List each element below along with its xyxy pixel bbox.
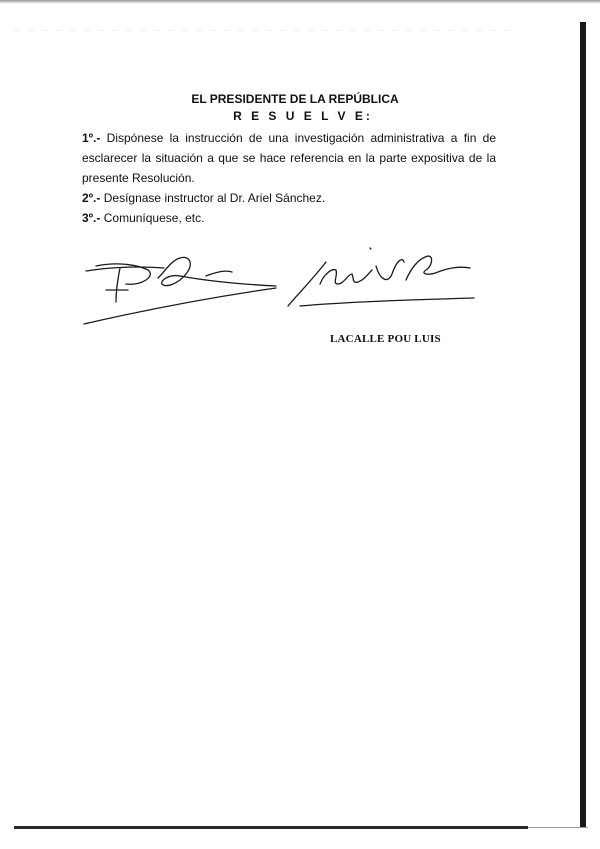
scan-bottom-edge <box>14 826 528 829</box>
article-3-number: 3º.- <box>82 211 101 225</box>
resolution-body <box>82 128 496 228</box>
article-2 <box>82 188 496 208</box>
left-signature <box>84 257 276 324</box>
article-2-number: 2º.- <box>82 191 101 205</box>
document-heading: EL PRESIDENTE DE LA REPÚBLICA <box>191 92 399 106</box>
scan-right-edge <box>580 22 586 828</box>
signatures-area <box>76 240 496 340</box>
scan-noise-line <box>14 30 514 31</box>
scan-top-edge <box>0 0 600 4</box>
article-3 <box>82 208 496 228</box>
article-2-text: Desígnase instructor al Dr. Ariel Sánchez. <box>103 191 326 205</box>
signatory-name: LACALLE POU LUIS <box>330 333 441 345</box>
article-1-text: Dispónese la instrucción de una investigación administrativa a fin de esclarecer la situación a que se hace referencia en la parte expositiva de la presente Resolución. <box>82 131 496 185</box>
article-3-text: Comuníquese, etc. <box>103 211 205 225</box>
article-1-number: 1º.- <box>82 131 101 145</box>
article-1 <box>82 128 496 188</box>
resolution-heading: R E S U E L V E: <box>233 109 373 123</box>
right-signature <box>288 248 474 306</box>
